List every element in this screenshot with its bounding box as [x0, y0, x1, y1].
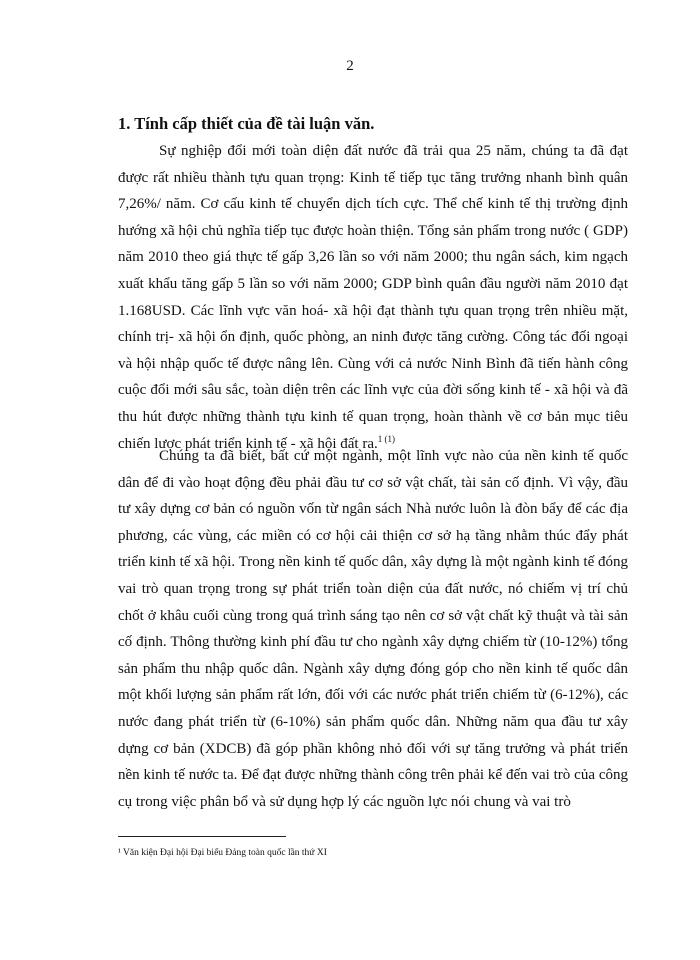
footnote: ¹ Văn kiện Đại hội Đại biểu Đảng toàn quốc lần thứ XI: [118, 848, 327, 858]
paragraph-2: Chúng ta đã biết, bất cứ một ngành, một lĩnh vực nào của nền kinh tế quốc dân để đi vào hoạt động đều phải đầu tư cơ sở vật chất, tài sản cố định. Vì vậy, đầu tư xây dựng cơ bản có nguồn vốn từ ngân sách Nhà nước luôn là đòn bẩy để các địa phương, các vùng, các miền có cơ hội cải thiện cơ sở hạ tầng nhằm thúc đẩy phát triển kinh tế xã hội. Trong nền kinh tế quốc dân, xây dựng là một ngành kinh tế đóng vai trò quan trọng trong sự phát triển toàn diện của đất nước, nó chiếm vị trí chủ chốt ở khâu cuối cùng trong quá trình sáng tạo nên cơ sở vật chất kỹ thuật và tài sản cố định. Thông thường kinh phí đầu tư cho ngành xây dựng chiếm từ (10-12%) tổng sản phẩm thu nhập quốc dân. Ngành xây dựng đóng góp cho nền kinh tế quốc dân một khối lượng sản phẩm rất lớn, đối với các nước phát triển chiếm từ (6-12%), các nước đang phát triển từ (6-10%) sản phẩm quốc dân. Những năm qua đầu tư xây dựng cơ bản (XDCB) đã góp phần không nhỏ đối với sự tăng trưởng và phát triển nền kinh tế nước ta. Để đạt được những thành công trên phải kể đến vai trò của công cụ trong việc phân bổ và sử dụng hợp lý các nguồn lực nói chung và vai trò: [118, 448, 628, 810]
section-heading: 1. Tính cấp thiết của đề tài luận văn.: [118, 114, 375, 133]
paragraph-1: [118, 138, 628, 457]
paragraph-1-text: Sự nghiệp đổi mới toàn diện đất nước đã trải qua 25 năm, chúng ta đã đạt được rất nhiều thành tựu quan trọng: Kinh tế tiếp tục tăng trưởng nhanh bình quân 7,26%/ năm. Cơ cấu kinh tế chuyển dịch tích cực. Thể chế kinh tế thị trường định hướng xã hội chủ nghĩa tiếp tục được hoàn thiện. Tổng sản phẩm trong nước ( GDP) năm 2010 theo giá thực tế gấp 3,26 lần so với năm 2000; thu ngân sách, kim ngạch xuất khẩu tăng gấp 5 lần so với năm 2000; GDP bình quân đầu người năm 2010 đạt 1.168USD. Các lĩnh vực văn hoá- xã hội đạt thành tựu quan trọng trên nhiều mặt, chính trị- xã hội ổn định, quốc phòng, an ninh được tăng cường. Công tác đối ngoại và hội nhập quốc tế được nâng lên. Cùng với cả nước Ninh Bình đã tiến hành công cuộc đổi mới sâu sắc, toàn diện trên các lĩnh vực của đời sống kinh tế - xã hội và đã thu hút được những thành tựu kinh tế quan trọng, hoàn thành về cơ bản mục tiêu chiến lược phát triển kinh tế - xã hội đất ra.: [118, 143, 628, 452]
footnote-divider: [118, 836, 286, 837]
page-number: 2: [346, 58, 354, 74]
footnote-reference: 1 (1): [377, 433, 395, 444]
